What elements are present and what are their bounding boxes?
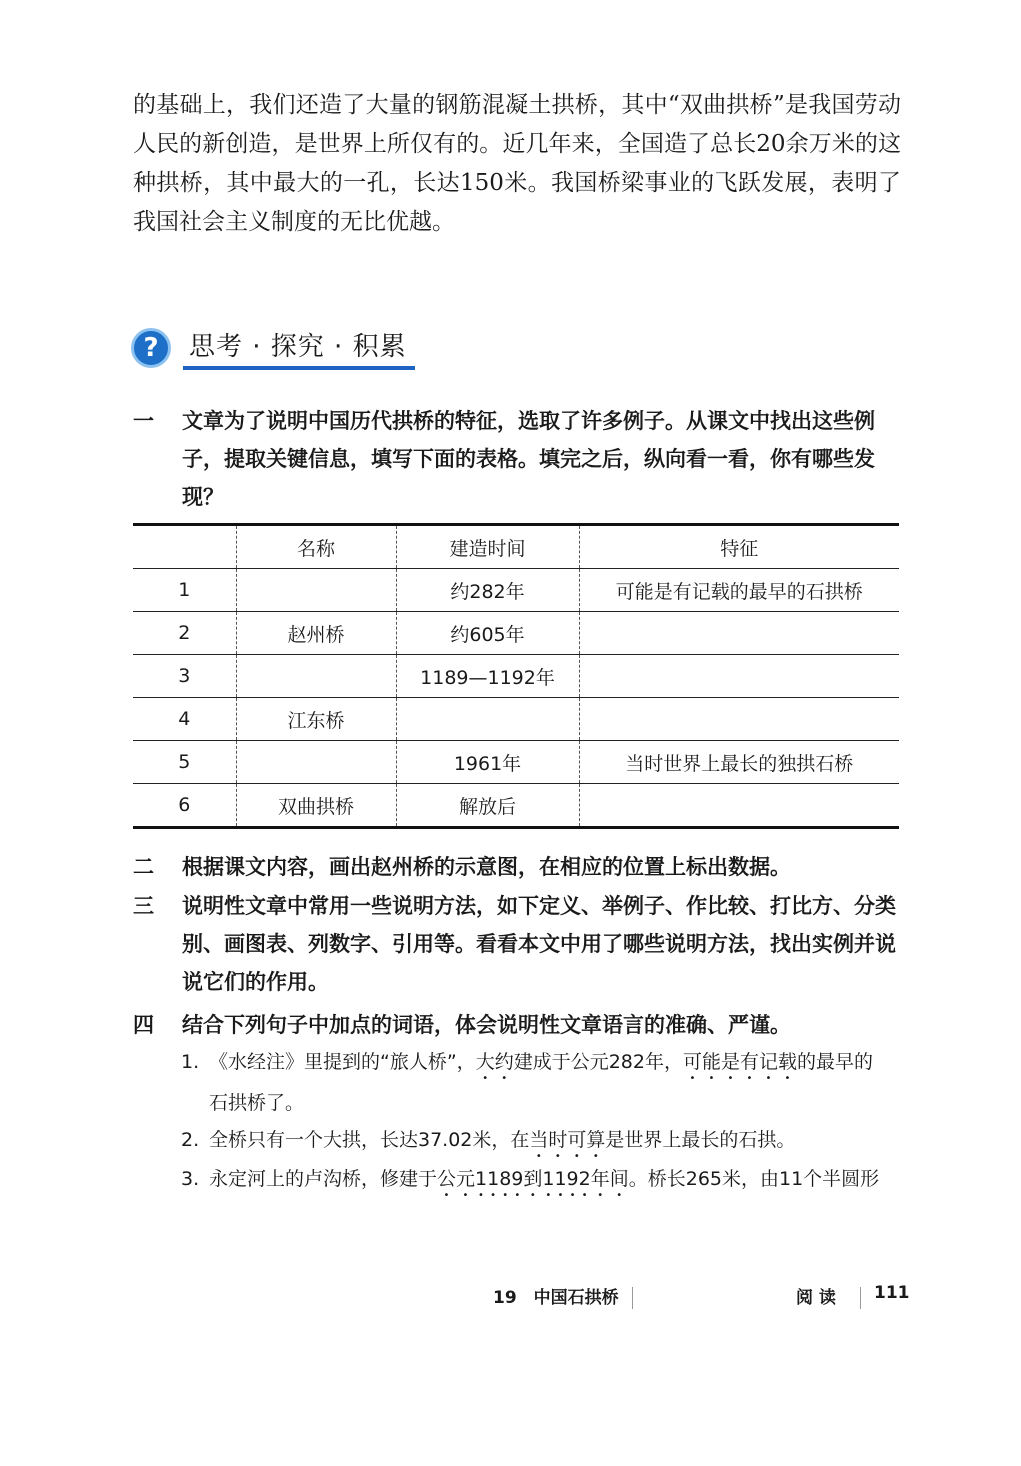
table-cell bbox=[579, 698, 899, 741]
table-cell: 5 bbox=[133, 741, 236, 784]
question-text: 文章为了说明中国历代拱桥的特征，选取了许多例子。从课文中找出这些例子，提取关键信息，填写下面的表格。填完之后，纵向看一看，你有哪些发现？ bbox=[182, 408, 875, 509]
emphasized-word: 可能是有记载 bbox=[682, 1051, 797, 1073]
table-row bbox=[133, 569, 899, 612]
table-cell: 约605年 bbox=[396, 612, 579, 655]
table-cell: 2 bbox=[133, 612, 236, 655]
table-cell: 1 bbox=[133, 569, 236, 612]
footer-lesson-title: 19 中国石拱桥 bbox=[493, 1288, 619, 1308]
footer-category: 阅 读 bbox=[796, 1288, 836, 1308]
table-header-cell bbox=[133, 525, 236, 569]
table-cell: 4 bbox=[133, 698, 236, 741]
question-number: 一 bbox=[133, 408, 154, 433]
sentence-1 bbox=[181, 1043, 903, 1122]
sentence-number: 2. bbox=[181, 1129, 200, 1151]
sentence-text: 。桥长265米，由11个半圆形 bbox=[628, 1168, 880, 1190]
table-cell bbox=[236, 741, 396, 784]
sentence-text: 的最早的 bbox=[796, 1051, 873, 1073]
table-cell bbox=[396, 698, 579, 741]
intro-paragraph: 的基础上，我们还造了大量的钢筋混凝土拱桥，其中“双曲拱桥”是我国劳动人民的新创造，是世界上所仅有的。近几年来，全国造了总长20余万米的这种拱桥，其中最大的一孔，长达150米。我国桥梁事业的飞跃发展，表明了我国社会主义制度的无比优越。 bbox=[133, 92, 901, 235]
sentence-2 bbox=[181, 1121, 903, 1162]
emphasized-word: 当时可算 bbox=[529, 1129, 606, 1151]
table-cell: 赵州桥 bbox=[236, 612, 396, 655]
table-cell bbox=[579, 612, 899, 655]
table-header-cell: 名称 bbox=[236, 525, 396, 569]
question-text: 结合下列句子中加点的词语，体会说明性文章语言的准确、严谨。 bbox=[182, 1012, 791, 1037]
question-number: 二 bbox=[133, 854, 154, 879]
sentence-text: 建成于公元282年， bbox=[513, 1051, 683, 1073]
question-text: 说明性文章中常用一些说明方法，如下定义、举例子、作比较、打比方、分类别、画图表、列数字、引用等。看看本文中用了哪些说明方法，找出实例并说说它们的作用。 bbox=[182, 893, 896, 994]
sentence-text: 是世界上最长的石拱。 bbox=[605, 1129, 796, 1151]
question-number: 三 bbox=[133, 893, 154, 918]
table-cell: 江东桥 bbox=[236, 698, 396, 741]
table-cell: 双曲拱桥 bbox=[236, 784, 396, 828]
table-cell bbox=[579, 655, 899, 698]
sentence-number: 3. bbox=[181, 1168, 200, 1190]
question-2 bbox=[133, 848, 903, 886]
section-underline bbox=[183, 366, 415, 370]
table-row bbox=[133, 612, 899, 655]
bridge-table bbox=[133, 523, 899, 829]
question-mark-icon: ? bbox=[131, 328, 171, 368]
question-4 bbox=[133, 1006, 903, 1044]
table-cell: 3 bbox=[133, 655, 236, 698]
page-number: 111 bbox=[874, 1283, 910, 1303]
sentence-text: 《水经注》里提到的“旅人桥”， bbox=[209, 1051, 476, 1073]
sentence-3 bbox=[181, 1160, 903, 1201]
table-row bbox=[133, 655, 899, 698]
question-number: 四 bbox=[133, 1012, 154, 1037]
table-cell: 6 bbox=[133, 784, 236, 828]
question-text: 根据课文内容，画出赵州桥的示意图，在相应的位置上标出数据。 bbox=[182, 854, 791, 879]
sentence-number: 1. bbox=[181, 1051, 200, 1073]
table-cell: 解放后 bbox=[396, 784, 579, 828]
table-cell: 可能是有记载的最早的石拱桥 bbox=[579, 569, 899, 612]
table-row bbox=[133, 784, 899, 828]
table-header-row bbox=[133, 525, 899, 569]
question-1 bbox=[133, 402, 903, 516]
table-header-cell: 特征 bbox=[579, 525, 899, 569]
emphasized-word: 公元1189到1192年间 bbox=[437, 1168, 629, 1190]
footer-divider bbox=[860, 1287, 861, 1309]
sentence-text: 全桥只有一个大拱，长达37.02米，在 bbox=[209, 1129, 530, 1151]
sentence-text: 永定河上的卢沟桥，修建于 bbox=[209, 1168, 438, 1190]
table-cell: 约282年 bbox=[396, 569, 579, 612]
table-cell: 1961年 bbox=[396, 741, 579, 784]
table-row bbox=[133, 741, 899, 784]
table-row bbox=[133, 698, 899, 741]
question-3 bbox=[133, 887, 903, 1001]
table-cell: 1189—1192年 bbox=[396, 655, 579, 698]
table-header-cell: 建造时间 bbox=[396, 525, 579, 569]
table-cell bbox=[579, 784, 899, 828]
section-header bbox=[131, 326, 421, 378]
section-title: 思考 · 探究 · 积累 bbox=[189, 332, 407, 362]
table-cell bbox=[236, 569, 396, 612]
footer-divider bbox=[632, 1287, 633, 1309]
table-cell: 当时世界上最长的独拱石桥 bbox=[579, 741, 899, 784]
sentence-text: 石拱桥了。 bbox=[209, 1092, 305, 1114]
emphasized-word: 大约 bbox=[475, 1051, 514, 1073]
table-cell bbox=[236, 655, 396, 698]
